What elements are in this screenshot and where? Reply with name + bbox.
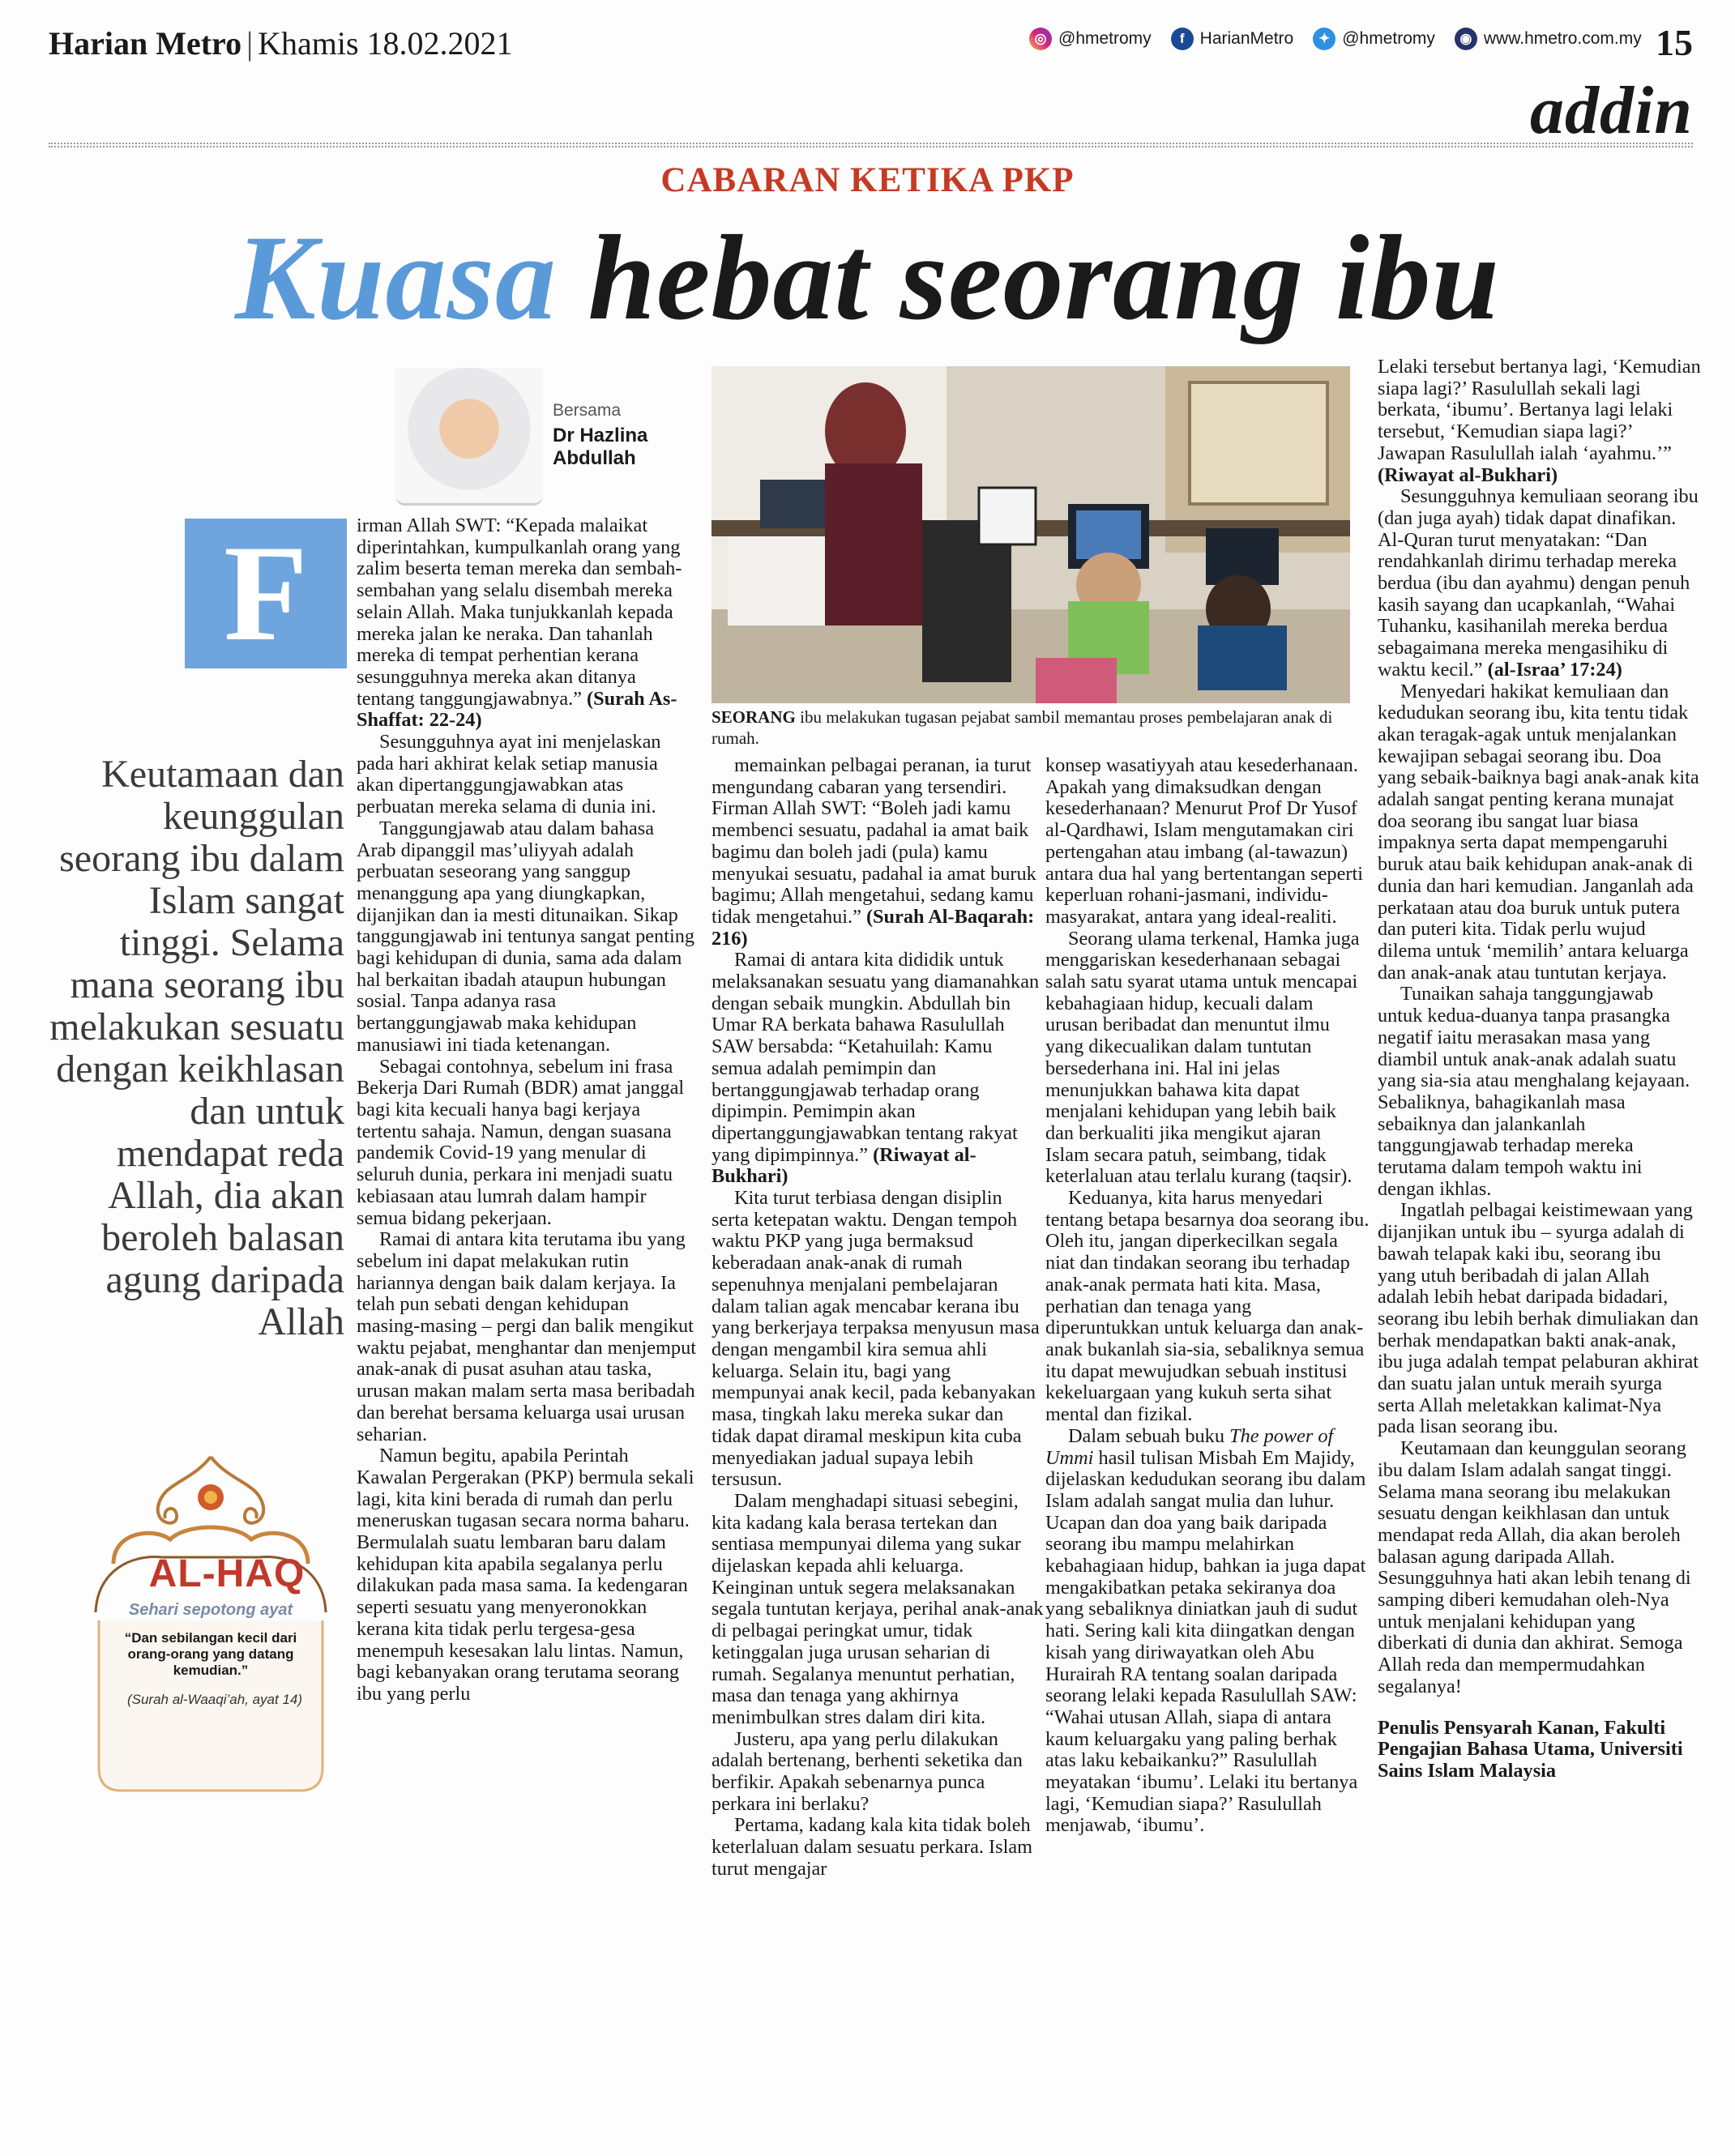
article-paragraph [712, 1729, 1044, 1816]
drop-cap: F [185, 519, 347, 668]
caption-text: ibu melakukan tugasan pejabat sambil memantau proses pembelajaran anak di rumah. [712, 707, 1333, 748]
section-title: addin [1529, 73, 1693, 148]
article-paragraph [357, 515, 697, 732]
article-paragraph [1378, 681, 1702, 984]
paragraph-text: Namun begitu, apabila Perintah Kawalan Pergerakan (PKP) bermula sekali lagi, kita kini berada di rumah dan perlu meneruskan tugasan secara norma baharu. Bermulalah suatu lembaran baru dalam kehidupan kita apabila segalanya perlu dilakukan pada masa sama. Ia kedengaran seperti sesuatu yang menyeronokkan kerana kita tidak perlu tergesa-gesa menempuh kesesakan lalu lintas. Namun, bagi kebanyakan orang terutama seorang ibu yang perlu [357, 1445, 694, 1705]
ornament-frame-icon [81, 1450, 340, 1807]
article-paragraph [1045, 755, 1370, 929]
social-bar [1029, 28, 1661, 50]
kicker: CABARAN KETIKA PKP [660, 161, 1075, 199]
paragraph-text: Menyedari hakikat kemuliaan dan kedudukan seorang ibu, kita tentu tidak akan teragak-agak untuk menjalankan kewajipan sebagai seorang ibu. Doa yang sebaik-baiknya bagi anak-anak kita adalah sangat penting kerana munajat doa seorang ibu sangat luar biasa impaknya serta dapat mempengaruhi buruk atau baik kehidupan anak-anak di dunia dan hari kemudian. Janganlah ada perkataan atau doa buruk untuk putera dan puteri kita. Tidak perlu wujud dilema untuk ‘memilih’ antara keluarga dan anak-anak atau tuntutan kerjaya. [1378, 680, 1699, 984]
article-paragraph [357, 1057, 697, 1230]
paragraph-text: Sesungguhnya kemuliaan seorang ibu (dan juga ayah) tidak dapat dinafikan. Al-Quran turut menyatakan: “Dan rendahkanlah dirimu terhadap mereka berdua (ibu dan ayahmu) dengan penuh kasih sayang dan ucapkanlah, “Wahai Tuhanku, kasihanilah mereka berdua sebagaimana mereka mengasihiku di waktu kecil.” [1378, 485, 1699, 681]
paragraph-text: Keduanya, kita harus menyedari tentang betapa besarnya doa seorang ibu. Oleh itu, jangan diperkecilkan segala niat dan tindakan seorang ibu terhadap anak-anak permata hati kita. Masa, perhatian dan tenaga yang diperuntukkan untuk keluarga dan anak-anak bukanlah sia-sia, sebaliknya semua itu dapat mewujudkan sebuah institusi kekeluargaan yang kukuh serta sihat mental dan fizikal. [1045, 1187, 1370, 1426]
alhaq-title: AL-HAQ [148, 1552, 306, 1595]
social-web[interactable] [1455, 28, 1642, 50]
paragraph-text: konsep wasatiyyah atau kesederhanaan. Apakah yang dimaksudkan dengan kesederhanaan? Menurut Prof Dr Yusof al-Qardhawi, Islam mengutamakan ciri pertengahan atau imbang (al-tawazun) antara dua hal yang bertentangan seperti keperluan rohani-jasmani, individu-masyarakat, antara yang ideal-realiti. [1045, 754, 1363, 928]
scripture-reference: (al-Israa’ 17:24) [1487, 658, 1622, 681]
scripture-reference: (Surah As-Shaffat: 22-24) [357, 687, 677, 732]
article-column-4 [1378, 356, 1702, 1782]
social-instagram[interactable] [1029, 28, 1152, 50]
article-paragraph [1045, 1188, 1370, 1426]
mother-children-study-photo [712, 366, 1350, 703]
scripture-reference: (Riwayat al-Bukhari) [712, 1143, 976, 1188]
paragraph-text: Kita turut terbiasa dengan disiplin serta ketepatan waktu. Dengan tempoh waktu PKP yang juga bermaksud keberadaan anak-anak di rumah sepenuhnya menjalani pembelajaran dalam talian agak mencabar kerana ibu yang berkerjaya terpaksa menyusun masa dengan mengambil kira semua ahli keluarga. Selain itu, bagi yang mempunyai anak kecil, pada kebanyakan masa, tingkah laku mereka sukar dan tidak dapat diramal meskipun kita cuba menyediakan jadual supaya lebih tersusun. [712, 1187, 1040, 1491]
social-twitter[interactable] [1313, 28, 1435, 50]
paragraph-text: Tanggungjawab atau dalam bahasa Arab dipanggil mas’uliyyah adalah perbuatan seseorang yang sanggup menanggung apa yang diungkapkan, dijanjikan dan ia mesti ditunaikan. Sikap tanggungjawab ini tentunya sangat penting bagi kehidupan di dunia, sama ada dalam hal berkaitan ibadah ataupun hubungan sosial. Tanpa adanya rasa bertanggungjawab maka kehidupan manusiawi ini tiada ketenangan. [357, 817, 694, 1056]
article-paragraph [357, 818, 697, 1057]
social-facebook[interactable] [1171, 28, 1294, 50]
issue-date: Khamis 18.02.2021 [258, 25, 513, 62]
article-paragraph [712, 950, 1044, 1188]
paragraph-text: Ingatlah pelbagai keistimewaan yang dijanjikan untuk ibu – syurga adalah di bawah telapak kaki ibu, seorang ibu yang utuh beribadah di jalan Allah adalah lebih hebat daripada bidadari, seorang ibu lebih berhak dimuliakan dan berhak mendapatkan bakti anak-anak, ibu juga adalah tempat pelaburan akhirat dan suatu jalan untuk meraih syurga serta Allah meletakkan kalimat-Nya pada lisan seorang ibu. [1378, 1199, 1699, 1438]
caption-lead: SEORANG [712, 707, 796, 727]
paragraph-text: Ramai di antara kita terutama ibu yang sebelum ini dapat melakukan rutin hariannya dengan baik dalam kerjaya. Ia telah pun sebati dengan kehidupan masing-masing – pergi dan balik mengikut waktu pejabat, menghantar dan menjemput anak-anak di pusat asuhan atau taska, urusan makan malam serta masa beribadah dan berehat bersama keluarga usai urusan seharian. [357, 1228, 696, 1445]
photo-caption [712, 707, 1352, 749]
alhaq-quote: “Dan sebilangan kecil dari orang-orang yang datang kemudian.” [124, 1630, 297, 1678]
article-paragraph [1378, 486, 1702, 681]
article-paragraph [712, 1491, 1044, 1729]
article-paragraph [1045, 1426, 1370, 1837]
social-label: @hmetromy [1058, 29, 1152, 48]
article-photo [712, 366, 1350, 703]
article-column-1 [357, 515, 697, 1706]
article-column-3 [1045, 755, 1370, 1837]
social-label: www.hmetro.com.my [1483, 29, 1642, 48]
paragraph-text: Lelaki tersebut bertanya lagi, ‘Kemudian siapa lagi?’ Rasulullah sekali lagi berkata, ‘ibumu’. Bertanya lagi lelaki tersebut, ‘Kemudian siapa lagi?’ Jawapan Rasulullah ialah ‘ayahmu.’” [1378, 356, 1701, 464]
scripture-reference: (Surah Al-Baqarah: 216) [712, 905, 1035, 950]
article-paragraph [1378, 356, 1702, 486]
article-paragraph [712, 1815, 1044, 1880]
paragraph-text: Tunaikan sahaja tanggungjawab untuk kedua-duanya tanpa prasangka negatif iaitu merasakan masa yang diambil untuk anak-anak adalah suatu yang sia-sia atau menghalang kejayaan. Sebaliknya, bahagikanlah masa sebaiknya dan jalankanlah tanggungjawab terhadap mereka terutama dalam tempoh waktu ini dengan ikhlas. [1378, 983, 1690, 1200]
article-paragraph [1378, 984, 1702, 1200]
social-label: @hmetromy [1342, 29, 1435, 48]
author-by: Bersama [553, 401, 622, 420]
alhaq-box [81, 1450, 340, 1807]
paragraph-text: Sebagai contohnya, sebelum ini frasa Bekerja Dari Rumah (BDR) amat janggal bagi kita kecuali hanya bagi kerjaya tertentu sahaja. Namun, dengan suasana pandemik Covid-19 yang menular di seluruh dunia, perkara ini menjadi suatu kebiasaan atau lumrah dalam hampir semua bidang pekerjaan. [357, 1055, 685, 1229]
alhaq-reference: (Surah al-Waaqi’ah, ayat 14) [126, 1692, 303, 1707]
social-label: HarianMetro [1199, 29, 1294, 48]
article-paragraph [357, 1229, 697, 1445]
masthead [49, 24, 513, 62]
article-paragraph [1378, 1438, 1702, 1697]
paragraph-text: memainkan pelbagai peranan, ia turut mengundang cabaran yang tersendiri. Firman Allah SWT: “Boleh jadi kamu membenci sesuatu, padahal ia amat baik bagimu dan boleh jadi (pula) kamu menyukai sesuatu, padahal ia amat buruk bagimu; Allah mengetahui, sedang kamu tidak mengetahui.” [712, 754, 1036, 928]
paragraph-text: Dalam sebuah buku [1068, 1424, 1224, 1447]
page-number: 15 [1656, 22, 1693, 63]
scripture-reference: (Riwayat al-Bukhari) [1378, 463, 1558, 486]
paragraph-text: Keutamaan dan keunggulan seorang ibu dalam Islam adalah sangat tinggi. Selama mana seorang ibu melakukan sesuatu dengan keikhlasan dan untuk mendapat reda Allah, dia akan beroleh balasan agung daripada Allah. Sesungguhnya hati akan lebih tenang di samping diberi kemudahan oleh-Nya untuk menjalani kehidupan yang diberkati di dunia dan akhirat. Semoga Allah reda dan mempermudahkan segalanya! [1378, 1437, 1691, 1697]
paragraph-text: Justeru, apa yang perlu dilakukan adalah bertenang, berhenti seketika dan berfikir. Apakah sebenarnya punca perkara ini berlaku? [712, 1727, 1023, 1815]
twitter-icon: ✦ [1313, 28, 1335, 50]
headline [0, 211, 1735, 345]
article-paragraph [712, 755, 1044, 950]
book-title: The power of Ummi [1045, 1424, 1334, 1469]
masthead-separator: | [246, 25, 254, 62]
author-name: Dr Hazlina Abdullah [553, 425, 648, 469]
article-paragraph [357, 732, 697, 818]
article-paragraph [357, 1445, 697, 1705]
paragraph-text: Dalam menghadapi situasi sebegini, kita kadang kala berasa tertekan dan sentiasa mempunyai dilema yang sukar dijelaskan kepada ahli keluarga. Keinginan untuk segera melaksanakan segala tuntutan kerjaya, perihal anak-anak di pelbagai peringkat umur, tidak ketinggalan juga urusan seharian di rumah. Segalanya menuntut perhatian, masa dan tenaga yang akhirnya menimbulkan stres dalam diri kita. [712, 1489, 1044, 1728]
paragraph-text: Pertama, kadang kala kita tidak boleh keterlaluan dalam sesuatu perkara. Islam turut mengajar [712, 1814, 1032, 1880]
paper-name: Harian Metro [49, 25, 242, 62]
headline-accent: Kuasa [235, 211, 557, 345]
article-column-2 [712, 755, 1044, 1881]
paragraph-text: Ramai di antara kita dididik untuk melaksanakan sesuatu yang diamanahkan dengan sebaik mungkin. Abdullah bin Umar RA berkata bahawa Rasulullah SAW bersabda: “Ketahuilah: Kamu semua adalah pemimpin dan bertanggungjawab terhadap orang dipimpin. Pemimpin akan dipertanggungjawabkan tentang rakyat yang dipimpinnya.” [712, 949, 1040, 1166]
author-signature: Penulis Pensyarah Kanan, Fakulti Pengajian Bahasa Utama, Universiti Sains Islam Malaysia [1378, 1716, 1683, 1782]
pull-quote: Keutamaan dan keunggulan seorang ibu dalam Islam sangat tinggi. Selama mana seorang ibu melakukan sesuatu dengan keikhlasan dan untuk mendapat reda Allah, dia akan beroleh balasan agung daripada Allah [49, 753, 344, 1343]
headline-rest: hebat seorang ibu [588, 211, 1500, 345]
author-photo [395, 368, 543, 506]
web-icon: ◉ [1455, 28, 1477, 50]
header-divider [49, 143, 1693, 147]
instagram-icon: ◎ [1029, 28, 1052, 50]
paragraph-text: irman Allah SWT: “Kepada malaikat diperintahkan, kumpulkanlah orang yang zalim beserta teman mereka dan sembah-sembahan yang selalu disembah mereka selain Allah. Maka tunjukkanlah kepada mereka jalan ke neraka. Dan tahanlah mereka di tempat perhentian kerana sesungguhnya mereka akan ditanya tentang tanggungjawabnya.” [357, 514, 682, 710]
facebook-icon: f [1171, 28, 1194, 50]
paragraph-text: hasil tulisan Misbah Em Majidy, dijelaskan kedudukan seorang ibu dalam Islam adalah sangat mulia dan luhur. Ucapan dan doa yang baik daripada seorang ibu mampu melahirkan kebahagiaan hidup, bahkan ia juga dapat mengakibatkan petaka sekiranya doa yang sebaliknya diniatkan jauh di sudut hati. Sering kali kita diingatkan dengan kisah yang diriwayatkan oleh Abu Hurairah RA tentang soalan daripada seorang lelaki kepada Rasulullah SAW: “Wahai utusan Allah, siapa di antara kaum keluargaku yang paling berhak atas laku kebaikanku?” Rasulullah meyatakan ‘ibumu’. Lelaki itu bertanya lagi, ‘Kemudian siapa?’ Rasulullah menjawab, ‘ibumu’. [1045, 1446, 1366, 1837]
article-paragraph [1378, 1200, 1702, 1438]
paragraph-text: Seorang ulama terkenal, Hamka juga menggariskan kesederhanaan sebagai salah satu syarat utama untuk mencapai kebahagiaan hidup, kecuali dalam urusan beribadat dan menuntut ilmu yang dikecualikan dalam tuntutan bersederhana ini. Hal ini jelas menunjukkan bahawa kita dapat menjalani kehidupan yang lebih baik dan berkualiti jika mengikut ajaran Islam secara patuh, seimbang, tidak keterlaluan atau terlalu kurang (taqsir). [1045, 927, 1360, 1188]
article-paragraph [712, 1188, 1044, 1491]
alhaq-subtitle: Sehari sepotong ayat [128, 1601, 293, 1619]
paragraph-text: Sesungguhnya ayat ini menjelaskan pada hari akhirat kelak setiap manusia akan dipertanggungjawabkan atas perbuatan mereka selama di dunia ini. [357, 731, 661, 818]
article-paragraph [1045, 929, 1370, 1188]
